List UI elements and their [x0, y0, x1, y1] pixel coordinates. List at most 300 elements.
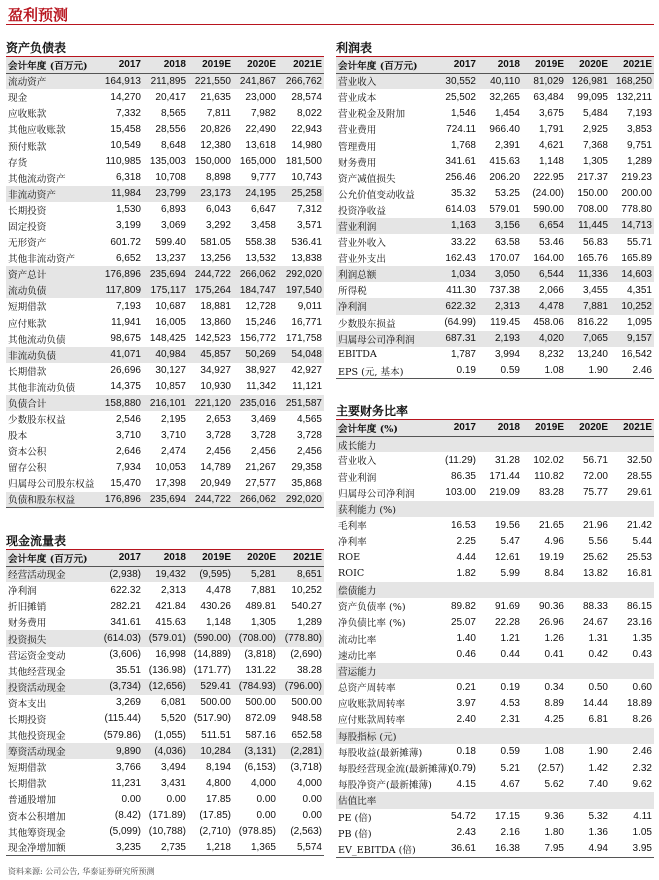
- value-cell: [610, 436, 654, 452]
- table-row: [336, 760, 654, 776]
- value-cell: 99,095: [577, 91, 608, 103]
- value-cell: 200.00: [621, 188, 652, 200]
- header-label: 会计年度 (百万元): [8, 60, 88, 72]
- value-cell: 1.42: [588, 762, 608, 774]
- value-cell: 579.01: [489, 204, 520, 216]
- table-row: [336, 517, 654, 533]
- value-cell: 2,195: [160, 413, 186, 425]
- value-cell: 19.19: [538, 552, 564, 564]
- row-label: 其他筹资现金: [8, 827, 66, 839]
- value-cell: 11,231: [111, 777, 141, 789]
- ratios-title: 主要财务比率: [336, 403, 654, 420]
- value-cell: (2,710): [199, 826, 231, 838]
- table-row: [6, 824, 324, 840]
- value-cell: 131.22: [245, 665, 276, 677]
- value-cell: 6.81: [588, 713, 608, 725]
- table-row: [6, 395, 324, 411]
- value-cell: (24.00): [532, 188, 564, 200]
- year-header: 2019E: [535, 59, 564, 71]
- value-cell: 103.00: [445, 487, 476, 499]
- row-label: 管理费用: [338, 141, 377, 153]
- value-cell: 1,787: [450, 349, 476, 361]
- value-cell: 251,587: [278, 395, 324, 411]
- value-cell: 256.46: [445, 172, 476, 184]
- value-cell: 7,312: [296, 204, 322, 216]
- table-row: [336, 298, 654, 314]
- value-cell: 36.61: [434, 841, 478, 857]
- table-row: [336, 121, 654, 137]
- row-label: 净负债比率 (%): [338, 618, 406, 630]
- table-row: [336, 73, 654, 89]
- value-cell: 3,050: [478, 266, 522, 282]
- value-cell: 119.45: [490, 317, 520, 329]
- value-cell: [434, 792, 478, 808]
- value-cell: 13,256: [200, 252, 231, 264]
- value-cell: 4,621: [538, 140, 564, 152]
- value-cell: 23,000: [245, 91, 276, 103]
- value-cell: 102.02: [533, 454, 564, 466]
- value-cell: 54.72: [450, 811, 476, 823]
- value-cell: 4,000: [250, 777, 276, 789]
- value-cell: [566, 728, 610, 744]
- value-cell: (590.00): [188, 630, 233, 646]
- value-cell: 5.44: [632, 535, 652, 547]
- value-cell: [478, 582, 522, 598]
- value-cell: 11,984: [98, 186, 143, 202]
- value-cell: 8.89: [544, 697, 564, 709]
- row-label: 经营活动现金: [6, 566, 98, 582]
- table-row: [6, 186, 324, 202]
- value-cell: 0.00: [302, 810, 322, 822]
- value-cell: 0.43: [632, 649, 652, 661]
- value-cell: 88.33: [582, 600, 608, 612]
- value-cell: 33.22: [450, 236, 476, 248]
- row-label: 折旧摊销: [8, 602, 47, 614]
- row-label: 资本支出: [8, 698, 47, 710]
- table-row: [6, 105, 324, 121]
- header-label: 会计年度 (百万元): [338, 60, 418, 72]
- value-cell: 581.05: [200, 236, 231, 248]
- value-cell: [478, 501, 522, 517]
- row-label: 营业利润: [336, 218, 434, 234]
- row-label: 资产减值损失: [338, 173, 396, 185]
- value-cell: 217.37: [577, 172, 608, 184]
- year-header: 2017: [118, 59, 141, 71]
- value-cell: (171.89): [148, 810, 186, 822]
- value-cell: 7,368: [582, 140, 608, 152]
- value-cell: 4,478: [205, 584, 231, 596]
- table-row: [6, 475, 324, 491]
- value-cell: 8,651: [278, 566, 324, 582]
- table-row: [6, 379, 324, 395]
- row-label: 归属母公司净利润: [338, 488, 415, 500]
- value-cell: 529.41: [188, 679, 233, 695]
- value-cell: [610, 728, 654, 744]
- value-cell: 32,265: [489, 91, 520, 103]
- table-row: [336, 728, 654, 744]
- value-cell: 1,289: [626, 156, 652, 168]
- row-label: 偿债能力: [336, 582, 434, 598]
- row-label: 非流动资产: [6, 186, 98, 202]
- row-label: 资本公积: [8, 447, 47, 459]
- value-cell: [522, 582, 566, 598]
- row-label: 短期借款: [8, 302, 47, 314]
- row-label: 应付账款周转率: [338, 715, 406, 727]
- value-cell: [566, 792, 610, 808]
- value-cell: 816.22: [577, 317, 608, 329]
- value-cell: 0.60: [632, 681, 652, 693]
- value-cell: 38,927: [245, 365, 276, 377]
- value-cell: 724.11: [446, 123, 476, 135]
- row-label: 应收账款: [8, 109, 47, 121]
- cash-flow-panel: [6, 533, 324, 856]
- table-row: [6, 711, 324, 727]
- table-row: [6, 647, 324, 663]
- ratios-table: [336, 420, 654, 858]
- table-row: [6, 73, 324, 89]
- value-cell: 81,029: [522, 73, 566, 89]
- value-cell: 72.00: [582, 471, 608, 483]
- value-cell: 175,264: [188, 282, 233, 298]
- year-header: 2020E: [579, 59, 608, 71]
- value-cell: 19.56: [494, 519, 520, 531]
- value-cell: 110.82: [534, 471, 564, 483]
- value-cell: 2.43: [456, 827, 476, 839]
- table-row: [6, 154, 324, 170]
- value-cell: 421.84: [155, 600, 186, 612]
- value-cell: 34,927: [200, 365, 231, 377]
- table-row: [6, 459, 324, 475]
- year-header: 2021E: [623, 59, 652, 71]
- value-cell: 16.53: [450, 519, 476, 531]
- year-header: 2018: [163, 552, 186, 564]
- value-cell: (64.99): [444, 317, 476, 329]
- value-cell: 0.19: [434, 363, 478, 379]
- value-cell: 6,318: [115, 172, 141, 184]
- row-label: EPS (元, 基本): [336, 363, 434, 379]
- value-cell: 17.15: [494, 811, 520, 823]
- page-title: 盈利预测: [8, 6, 69, 24]
- value-cell: 18.89: [626, 697, 652, 709]
- value-cell: 4,478: [522, 298, 566, 314]
- value-cell: 5.56: [588, 535, 608, 547]
- value-cell: 20,826: [200, 123, 231, 135]
- value-cell: 1,365: [233, 840, 278, 856]
- value-cell: 219.23: [621, 172, 652, 184]
- value-cell: 10,252: [291, 584, 322, 596]
- value-cell: 170.07: [489, 252, 520, 264]
- value-cell: 500.00: [200, 697, 231, 709]
- table-row: [6, 315, 324, 331]
- year-header: 2018: [497, 422, 520, 434]
- value-cell: (778.80): [278, 630, 324, 646]
- value-cell: (784.93): [233, 679, 278, 695]
- value-cell: 29,358: [291, 461, 322, 473]
- value-cell: 1,289: [296, 616, 322, 628]
- year-header: 2019E: [202, 552, 231, 564]
- table-row: [6, 663, 324, 679]
- value-cell: 235,694: [143, 492, 188, 508]
- value-cell: 2,735: [143, 840, 188, 856]
- value-cell: 206.20: [489, 172, 520, 184]
- value-cell: 168,250: [610, 73, 654, 89]
- value-cell: (614.03): [98, 630, 143, 646]
- year-header: 2019E: [202, 59, 231, 71]
- row-label: ROE: [338, 552, 361, 564]
- value-cell: 266,762: [278, 73, 324, 89]
- table-row: [336, 792, 654, 808]
- value-cell: [478, 663, 522, 679]
- value-cell: 25.07: [450, 616, 476, 628]
- table-row: [6, 347, 324, 363]
- value-cell: 5,520: [160, 713, 186, 725]
- row-label: 流动负债: [6, 282, 98, 298]
- value-cell: 2,646: [115, 445, 141, 457]
- ratios-panel: [336, 403, 654, 858]
- table-row: [6, 282, 324, 298]
- table-row: [6, 840, 324, 856]
- table-row: [6, 679, 324, 695]
- table-row: [336, 154, 654, 170]
- value-cell: 737.38: [489, 284, 520, 296]
- value-cell: [522, 792, 566, 808]
- table-row: [6, 202, 324, 218]
- value-cell: 22,943: [291, 123, 322, 135]
- table-row: [336, 663, 654, 679]
- table-row: [336, 825, 654, 841]
- value-cell: 17.85: [205, 793, 231, 805]
- value-cell: 1.05: [632, 827, 652, 839]
- value-cell: 28.55: [626, 471, 652, 483]
- table-row: [336, 630, 654, 646]
- year-header: 2020E: [579, 422, 608, 434]
- value-cell: 282.21: [110, 600, 141, 612]
- value-cell: (3,131): [233, 743, 278, 759]
- row-label: 其他投资现金: [8, 731, 66, 743]
- cash-flow-title: 现金流量表: [6, 533, 324, 550]
- row-label: 净利润: [336, 298, 434, 314]
- table-row: [6, 582, 324, 598]
- value-cell: 3,069: [160, 220, 186, 232]
- income-statement-table: [336, 57, 654, 379]
- table-row: [336, 614, 654, 630]
- table-row: [6, 363, 324, 379]
- value-cell: 18,881: [200, 300, 231, 312]
- table-row: [6, 443, 324, 459]
- year-header: 2017: [118, 552, 141, 564]
- value-cell: 601.72: [110, 236, 141, 248]
- value-cell: 117,809: [98, 282, 143, 298]
- value-cell: 1,034: [434, 266, 478, 282]
- value-cell: 0.34: [544, 681, 564, 693]
- value-cell: 500.00: [291, 697, 322, 709]
- value-cell: 98,675: [110, 333, 141, 345]
- table-row: [6, 218, 324, 234]
- table-row: [6, 566, 324, 582]
- value-cell: 4.96: [544, 535, 564, 547]
- value-cell: (2,281): [278, 743, 324, 759]
- row-label: 负债合计: [6, 395, 98, 411]
- value-cell: [478, 436, 522, 452]
- value-cell: 13,240: [577, 349, 608, 361]
- value-cell: 164.00: [533, 252, 564, 264]
- value-cell: (17.85): [199, 810, 231, 822]
- value-cell: 40,110: [478, 73, 522, 89]
- value-cell: 28,574: [291, 91, 322, 103]
- value-cell: 9,011: [297, 300, 322, 312]
- row-label: 速动比率: [338, 650, 377, 662]
- table-row: [336, 89, 654, 105]
- row-label: ROIC: [338, 568, 365, 580]
- row-label: 利润总额: [336, 266, 434, 282]
- table-row: [336, 186, 654, 202]
- value-cell: 558.38: [245, 236, 276, 248]
- value-cell: 2,653: [205, 413, 231, 425]
- value-cell: 53.46: [538, 236, 564, 248]
- year-header: 2020E: [247, 59, 276, 71]
- value-cell: 0.42: [588, 649, 608, 661]
- value-cell: [522, 436, 566, 452]
- row-label: 估值比率: [336, 792, 434, 808]
- value-cell: 2.46: [632, 746, 652, 758]
- value-cell: 8,898: [205, 172, 231, 184]
- value-cell: 4,020: [522, 331, 566, 347]
- table-row: [6, 121, 324, 137]
- value-cell: 8.84: [544, 568, 564, 580]
- row-label: 普通股增加: [8, 795, 56, 807]
- row-label: 负债和股东权益: [6, 492, 98, 508]
- value-cell: 0.19: [500, 681, 520, 693]
- value-cell: 41,071: [98, 347, 143, 363]
- value-cell: 0.59: [500, 746, 520, 758]
- row-label: 归属母公司股东权益: [8, 479, 95, 491]
- year-header: 2020E: [247, 552, 276, 564]
- value-cell: 165,000: [239, 156, 276, 168]
- value-cell: 197,540: [278, 282, 324, 298]
- value-cell: 872.09: [245, 713, 276, 725]
- row-label: 成长能力: [336, 436, 434, 452]
- value-cell: 15,458: [110, 123, 141, 135]
- value-cell: 216,101: [143, 395, 188, 411]
- value-cell: 150,000: [194, 156, 231, 168]
- table-header-row: [6, 57, 324, 73]
- row-label: 营业外收入: [338, 238, 386, 250]
- value-cell: 29.61: [626, 487, 652, 499]
- table-row: [6, 630, 324, 646]
- year-header: 2021E: [293, 59, 322, 71]
- value-cell: 0.00: [256, 793, 276, 805]
- value-cell: 7,193: [626, 107, 652, 119]
- value-cell: 2,474: [160, 445, 186, 457]
- value-cell: 158,880: [98, 395, 143, 411]
- row-label: 营业收入: [336, 73, 434, 89]
- value-cell: 1.35: [632, 633, 652, 645]
- value-cell: [610, 792, 654, 808]
- value-cell: 13,532: [245, 252, 276, 264]
- value-cell: 0.41: [544, 649, 564, 661]
- value-cell: 4.44: [456, 552, 476, 564]
- row-label: 短期借款: [8, 763, 47, 775]
- value-cell: 2.32: [632, 762, 652, 774]
- value-cell: 10,930: [200, 381, 231, 393]
- value-cell: 10,252: [610, 298, 654, 314]
- row-label: 每股净资产(最新摊薄): [338, 780, 432, 792]
- value-cell: 1,218: [188, 840, 233, 856]
- value-cell: (4,036): [143, 743, 188, 759]
- row-label: 总资产周转率: [338, 683, 396, 695]
- value-cell: 83.28: [538, 487, 564, 499]
- table-row: [336, 234, 654, 250]
- table-row: [336, 809, 654, 825]
- table-row: [6, 791, 324, 807]
- row-label: 获利能力 (%): [336, 501, 434, 517]
- value-cell: 31.28: [494, 454, 520, 466]
- value-cell: 415.63: [155, 616, 186, 628]
- value-cell: 63,484: [533, 91, 564, 103]
- value-cell: 536.41: [291, 236, 322, 248]
- value-cell: (579.86): [103, 729, 141, 741]
- row-label: 其他经营现金: [8, 666, 66, 678]
- value-cell: 16,998: [155, 649, 186, 661]
- value-cell: 3,994: [494, 349, 520, 361]
- row-label: 长期借款: [8, 779, 47, 791]
- value-cell: 150.00: [577, 188, 608, 200]
- table-row: [336, 744, 654, 760]
- value-cell: 3,455: [582, 284, 608, 296]
- value-cell: 12,380: [200, 140, 231, 152]
- value-cell: 10,857: [155, 381, 186, 393]
- value-cell: 4.94: [566, 841, 610, 857]
- value-cell: [434, 582, 478, 598]
- table-row: [336, 695, 654, 711]
- value-cell: 3.97: [456, 697, 476, 709]
- value-cell: [610, 663, 654, 679]
- value-cell: 3,728: [250, 429, 276, 441]
- source-note: 资料来源: 公司公告, 华泰证券研究所预测: [8, 867, 155, 876]
- value-cell: 0.00: [256, 810, 276, 822]
- value-cell: 7,811: [206, 107, 231, 119]
- row-label: 流动资产: [6, 73, 98, 89]
- value-cell: 3,728: [296, 429, 322, 441]
- value-cell: 2,313: [160, 584, 186, 596]
- value-cell: 25.53: [626, 552, 652, 564]
- value-cell: 411.30: [446, 284, 476, 296]
- value-cell: [566, 436, 610, 452]
- value-cell: (0.79): [449, 762, 476, 774]
- value-cell: 7,881: [566, 298, 610, 314]
- value-cell: 6,544: [522, 266, 566, 282]
- value-cell: 25,258: [278, 186, 324, 202]
- value-cell: 15,470: [110, 477, 141, 489]
- value-cell: 7,065: [566, 331, 610, 347]
- value-cell: 1,530: [115, 204, 141, 216]
- value-cell: 24.67: [582, 616, 608, 628]
- row-label: 净利润: [8, 586, 37, 598]
- row-label: 归属母公司净利润: [336, 331, 434, 347]
- value-cell: 12,728: [245, 300, 276, 312]
- value-cell: 266,062: [233, 266, 278, 282]
- value-cell: 176,896: [98, 266, 143, 282]
- value-cell: 219.09: [489, 487, 520, 499]
- value-cell: 27,577: [245, 477, 276, 489]
- row-label: 其他应收账款: [8, 125, 66, 137]
- value-cell: 55.71: [626, 236, 652, 248]
- table-row: [336, 598, 654, 614]
- table-row: [336, 582, 654, 598]
- value-cell: 11,445: [566, 218, 610, 234]
- value-cell: 8,232: [538, 349, 564, 361]
- value-cell: 4.67: [500, 778, 520, 790]
